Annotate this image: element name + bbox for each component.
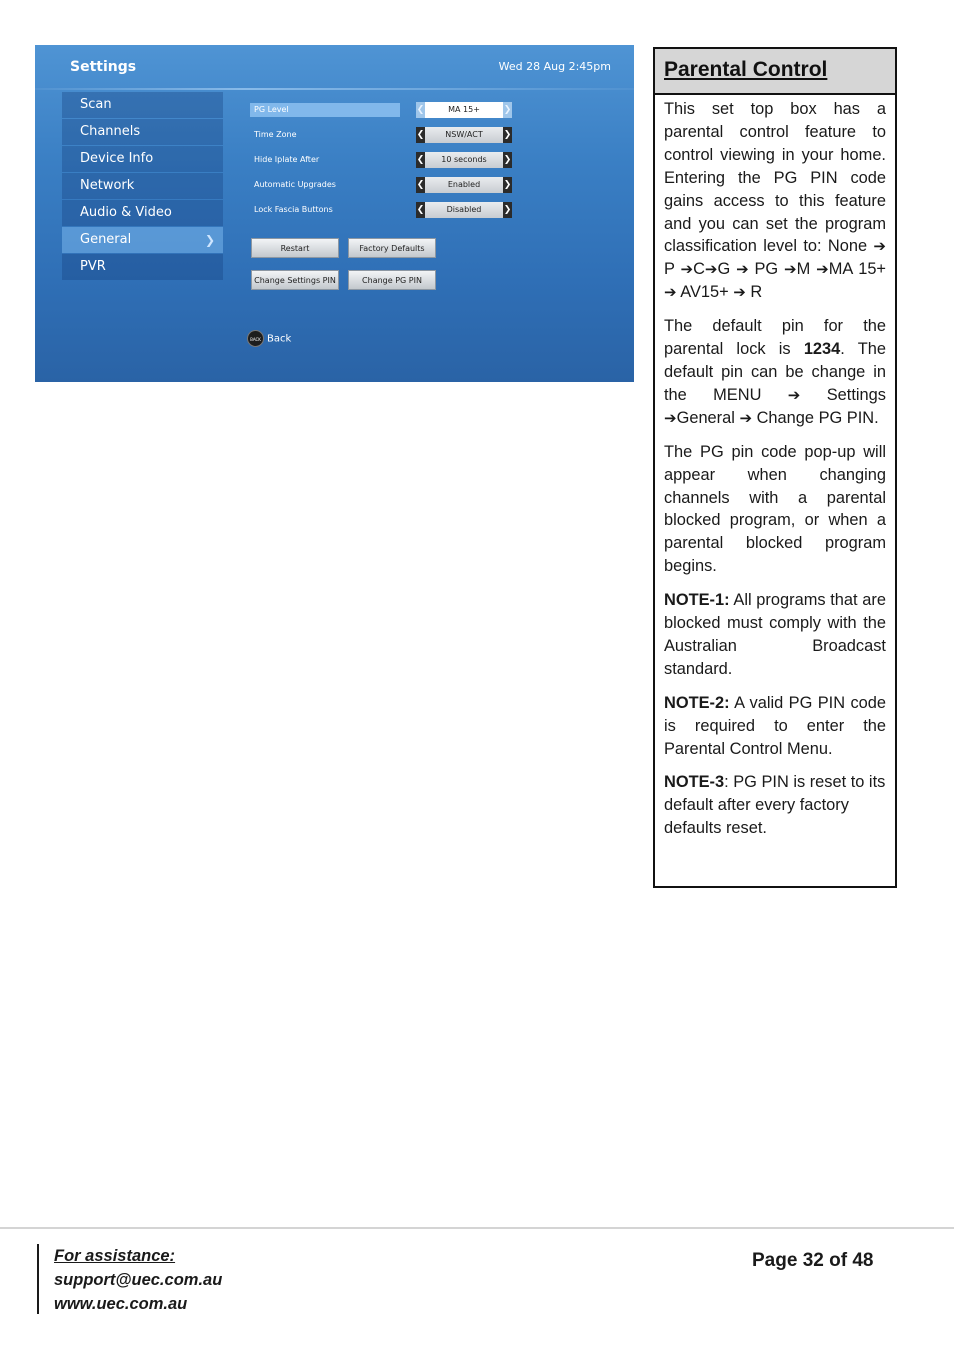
level-av15: AV15+ xyxy=(680,283,729,302)
arrow-right-icon: ➔ xyxy=(664,408,677,427)
level-p: P xyxy=(664,260,675,279)
menu-item-pvr[interactable] xyxy=(62,254,223,280)
parental-control-panel xyxy=(653,47,897,888)
chevron-right-icon[interactable]: ❯ xyxy=(503,152,512,168)
footer-divider xyxy=(0,1227,954,1229)
header-divider xyxy=(35,88,634,90)
footer-bar xyxy=(37,1244,39,1314)
setting-automatic-upgrades[interactable] xyxy=(250,177,512,193)
arrow-right-icon: ➔ xyxy=(816,260,829,279)
setting-time-zone[interactable] xyxy=(250,127,512,143)
arrow-right-icon: ➔ xyxy=(704,260,718,279)
level-g: G xyxy=(717,260,731,279)
default-pin-text: . The default pin can be change in the MENU xyxy=(664,340,886,404)
intro-text: This set top box has a parental control feature to control viewing in your home. Entering the PG PIN code gains access to this feature and you can set the program classification level to: None xyxy=(664,100,886,256)
arrow-right-icon: ➔ xyxy=(664,283,677,302)
setting-value: NSW/ACT xyxy=(425,127,503,143)
menu-item-label: Channels xyxy=(80,124,141,139)
menu-item-device-info[interactable] xyxy=(62,146,223,172)
menu-item-channels[interactable] xyxy=(62,119,223,145)
support-email[interactable]: support@uec.com.au xyxy=(54,1271,223,1289)
settings-title: Settings xyxy=(70,59,137,75)
assistance-label: For assistance: xyxy=(54,1247,176,1265)
setting-value-selector xyxy=(416,177,512,193)
setting-value: Disabled xyxy=(425,202,503,218)
menu-item-label: Device Info xyxy=(80,151,154,166)
note-label: NOTE-1: xyxy=(664,591,730,610)
setting-value-selector xyxy=(416,127,512,143)
panel-header xyxy=(655,49,895,95)
note-text: : PG PIN is reset to its default after every factory defaults reset. xyxy=(664,773,886,838)
path-settings: Settings xyxy=(826,385,886,404)
menu-item-label: Audio & Video xyxy=(80,205,172,220)
setting-hide-iplate[interactable] xyxy=(250,152,512,168)
arrow-right-icon: ➔ xyxy=(873,237,886,256)
note-label: NOTE-2: xyxy=(664,693,730,712)
arrow-right-icon: ➔ xyxy=(784,260,797,279)
setting-value: MA 15+ xyxy=(425,102,503,118)
menu-item-label: PVR xyxy=(80,259,106,274)
chevron-right-icon[interactable]: ❯ xyxy=(503,177,512,193)
menu-item-label: Scan xyxy=(80,97,112,112)
default-pin: 1234 xyxy=(803,340,841,359)
restart-button[interactable]: Restart xyxy=(251,238,339,258)
page-number: Page 32 of 48 xyxy=(752,1250,874,1271)
menu-item-label: General xyxy=(80,232,132,247)
factory-defaults-button[interactable]: Factory Defaults xyxy=(348,238,436,258)
panel-body xyxy=(655,95,895,840)
setting-value-selector xyxy=(416,102,512,118)
chevron-left-icon[interactable]: ❮ xyxy=(416,127,425,143)
chevron-right-icon: ❯ xyxy=(204,233,215,247)
panel-title: Parental Control xyxy=(664,58,828,81)
intro-paragraph xyxy=(664,98,886,304)
arrow-right-icon: ➔ xyxy=(739,408,753,427)
default-pin-paragraph xyxy=(664,315,886,430)
setting-label: Time Zone xyxy=(254,130,297,139)
datetime: Wed 28 Aug 2:45pm xyxy=(498,60,611,73)
arrow-right-icon: ➔ xyxy=(733,283,746,302)
path-change-pg-pin: Change PG PIN. xyxy=(756,408,879,427)
arrow-right-icon: ➔ xyxy=(736,260,749,279)
setting-value-selector xyxy=(416,152,512,168)
note-label: NOTE-3 xyxy=(664,773,725,792)
default-pin-text: The default pin for the parental lock is xyxy=(664,317,886,359)
setting-lock-fascia-buttons[interactable] xyxy=(250,202,512,218)
footer-contact xyxy=(54,1244,222,1316)
note-2 xyxy=(664,692,886,761)
setting-label: PG Level xyxy=(250,103,400,117)
level-pg: PG xyxy=(754,260,779,279)
path-general: General xyxy=(676,408,735,427)
menu-item-network[interactable] xyxy=(62,173,223,199)
change-pg-pin-button[interactable]: Change PG PIN xyxy=(348,270,436,290)
level-r: R xyxy=(750,283,763,302)
note-text: A valid PG PIN code is required to enter the Parental Control Menu. xyxy=(664,693,886,758)
back-button[interactable] xyxy=(247,330,291,348)
website-link[interactable]: www.uec.com.au xyxy=(54,1295,188,1313)
setting-value: Enabled xyxy=(425,177,503,193)
chevron-right-icon[interactable]: ❯ xyxy=(503,127,512,143)
menu-item-audio-video[interactable] xyxy=(62,200,223,226)
setting-value: 10 seconds xyxy=(425,152,503,168)
chevron-right-icon[interactable]: ❯ xyxy=(503,102,512,118)
level-m: M xyxy=(796,260,811,279)
setting-label: Hide Iplate After xyxy=(254,155,320,164)
chevron-left-icon[interactable]: ❮ xyxy=(416,177,425,193)
note-1 xyxy=(664,589,886,681)
setting-label: Automatic Upgrades xyxy=(254,180,336,189)
menu-item-label: Network xyxy=(80,178,135,193)
chevron-right-icon[interactable]: ❯ xyxy=(503,202,512,218)
chevron-left-icon[interactable]: ❮ xyxy=(416,102,425,118)
chevron-left-icon[interactable]: ❮ xyxy=(416,152,425,168)
setting-value-selector xyxy=(416,202,512,218)
settings-menu xyxy=(62,92,223,281)
arrow-right-icon: ➔ xyxy=(787,385,801,404)
menu-item-scan[interactable] xyxy=(62,92,223,118)
change-settings-pin-button[interactable]: Change Settings PIN xyxy=(251,270,339,290)
chevron-left-icon[interactable]: ❮ xyxy=(416,202,425,218)
arrow-right-icon: ➔ xyxy=(680,260,694,279)
note-text: All programs that are blocked must comply with the Australian Broadcast standard. xyxy=(664,591,886,678)
setting-pg-level[interactable] xyxy=(250,102,512,118)
settings-screenshot xyxy=(35,45,634,382)
back-icon: BACK xyxy=(247,330,264,347)
back-label: Back xyxy=(267,333,292,345)
level-c: C xyxy=(693,260,705,279)
menu-item-general[interactable] xyxy=(62,227,223,253)
note-3 xyxy=(664,771,886,840)
level-ma15: MA 15+ xyxy=(828,260,887,279)
popup-paragraph: The PG pin code pop-up will appear when changing channels with a parental blocked program, or when a parental blocked program begins. xyxy=(664,442,886,576)
setting-label: Lock Fascia Buttons xyxy=(254,205,333,214)
